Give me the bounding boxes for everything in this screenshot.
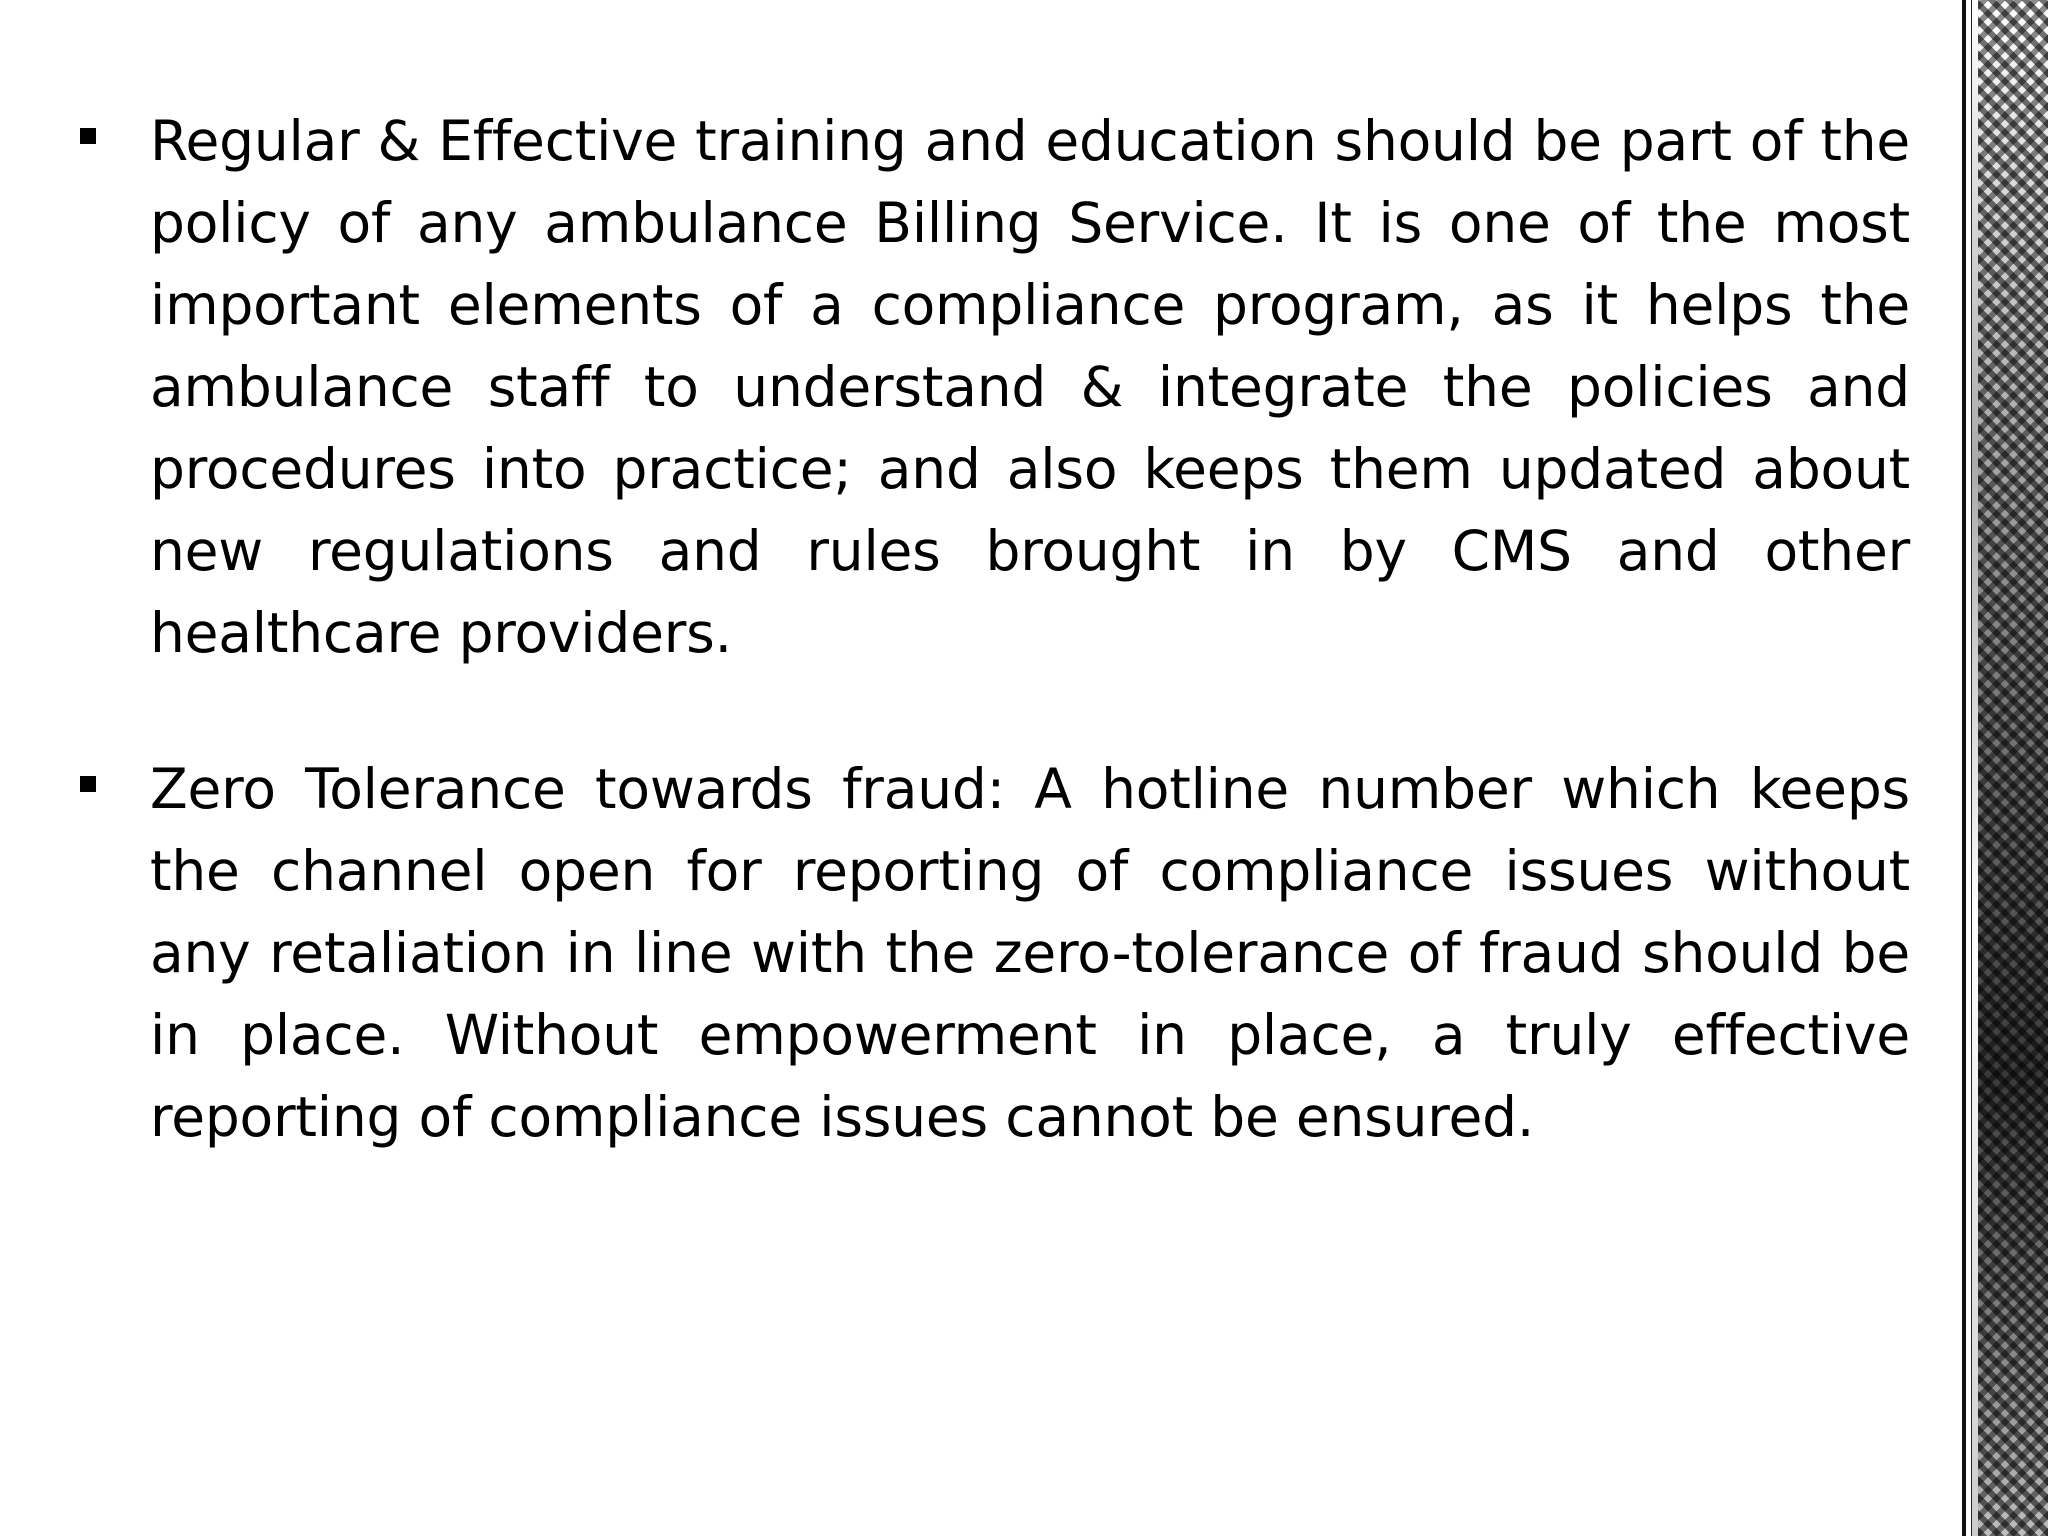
square-bullet-icon [80, 128, 96, 144]
bullet-text-training: Regular & Effective training and education should be part of the policy of any ambulance Billing Service. It is one of the most important elements of a compliance program, as it helps the ambulance staff to understand & integrate the policies and procedures into practice; and also keeps them updated about new regulations and rules brought in by CMS and other healthcare providers. [150, 109, 1910, 665]
square-bullet-icon [80, 776, 96, 792]
bullet-item-training [70, 100, 1910, 674]
bullet-list [70, 100, 1910, 1232]
bullet-item-zero-tolerance [70, 748, 1910, 1158]
bullet-text-zero-tolerance: Zero Tolerance towards fraud: A hotline number which keeps the channel open for reporting of compliance issues without any retaliation in line with the zero-tolerance of fraud should be in place. Without empowerment in place, a truly effective reporting of compliance issues cannot be ensured. [150, 757, 1910, 1149]
decorative-edge-line [1972, 0, 1978, 1536]
